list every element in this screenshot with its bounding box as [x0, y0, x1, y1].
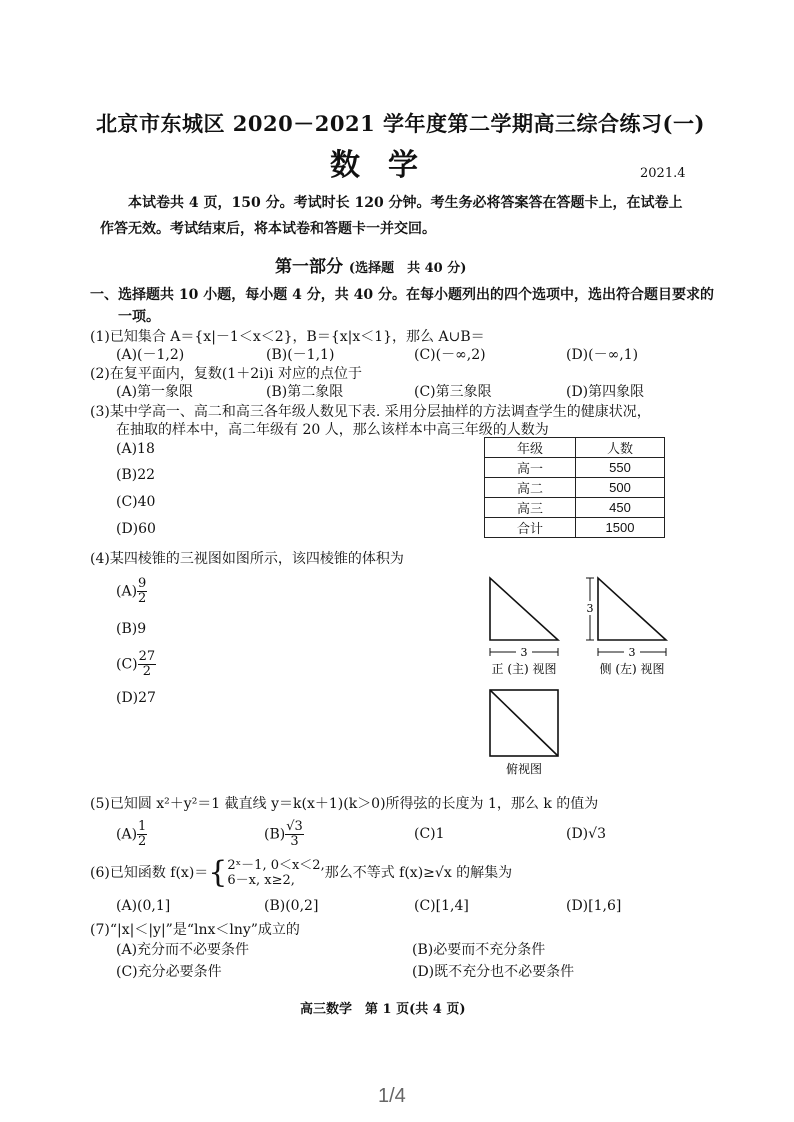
side-width-label: 3 [628, 646, 636, 659]
q6-stem [90, 855, 513, 890]
q4-option-a-label: (A) [116, 583, 138, 600]
top-view-caption: 俯视图 [505, 762, 543, 776]
q4-option-a-fraction [137, 577, 147, 606]
q5-option-b [264, 820, 304, 849]
q6-case-2: 6－x, x≥2, [227, 873, 295, 888]
q5-option-d: (D)√3 [566, 826, 606, 842]
q6-cases [227, 858, 324, 888]
top-view-diagonal [490, 690, 558, 756]
q6-stem-post: 那么不等式 f(x)≥√x 的解集为 [324, 865, 513, 881]
q1-option-b: (B)(－1,1) [266, 347, 335, 363]
side-view-triangle [598, 578, 666, 640]
q2-option-c: (C)第三象限 [414, 384, 492, 400]
page-footer: 高三数学 第 1 页(共 4 页) [300, 1002, 466, 1017]
q4-option-b: (B)9 [116, 621, 147, 637]
q4-option-c-label: (C) [116, 656, 138, 673]
exam-date: 2021.4 [640, 166, 686, 181]
q7-stem: (7)“|x|＜|y|”是“lnx＜lny”成立的 [90, 922, 300, 938]
table-cell: 1500 [576, 518, 665, 538]
fraction-numerator: 1 [138, 819, 147, 834]
q6-option-a: (A)(0,1] [116, 898, 171, 914]
q3-stem-line2: 在抽取的样本中，高二年级有 20 人，那么该样本中高三年级的人数为 [116, 422, 549, 438]
q1-option-a: (A)(－1,2) [116, 347, 185, 363]
table-cell: 550 [576, 458, 665, 478]
q3-stem-line1: (3)某中学高一、高二和高三各年级人数见下表. 采用分层抽样的方法调查学生的健康状况， [90, 404, 651, 420]
table-cell: 高一 [485, 458, 576, 478]
front-view-caption: 正 (主) 视图 [491, 662, 557, 676]
front-view-triangle [490, 578, 558, 640]
three-views-figure [480, 570, 680, 780]
q7-option-d: (D)既不充分也不必要条件 [412, 964, 575, 980]
q7-option-b: (B)必要而不充分条件 [412, 942, 546, 958]
q2-option-b: (B)第二象限 [266, 384, 344, 400]
q6-option-c: (C)[1,4] [414, 898, 469, 914]
page-indicator: 1/4 [378, 1085, 406, 1107]
q6-option-d: (D)[1,6] [566, 898, 622, 914]
q3-option-b: (B)22 [116, 467, 156, 483]
q7-option-c: (C)充分必要条件 [116, 964, 222, 980]
subject-title: 数学 [330, 148, 446, 183]
table-row [485, 518, 665, 538]
q2-option-d: (D)第四象限 [566, 384, 645, 400]
q5-stem: (5)已知圆 x²＋y²＝1 截直线 y＝k(x＋1)(k＞0)所得弦的长度为 1，那么 k 的值为 [90, 796, 599, 812]
q6-brace: { [208, 855, 228, 890]
table-header-row [485, 438, 665, 458]
table-cell: 500 [576, 478, 665, 498]
q1-stem: (1)已知集合 A＝{x|－1＜x＜2}，B＝{x|x＜1}，那么 A∪B＝ [90, 329, 485, 345]
fraction-denominator: 2 [142, 664, 152, 679]
q3-option-a: (A)18 [116, 441, 155, 457]
fraction-numerator: √3 [286, 819, 303, 834]
table-header-cell: 年级 [485, 438, 576, 458]
q6-stem-pre: (6)已知函数 f(x)＝ [90, 865, 209, 881]
fraction-denominator: 2 [138, 591, 147, 606]
q6-case-1: 2ˣ－1, 0＜x＜2, [227, 858, 325, 873]
q5-option-a-fraction [137, 820, 147, 849]
q4-option-c-fraction [138, 650, 157, 679]
front-dimension-label: 3 [520, 646, 528, 659]
fraction-numerator: 9 [138, 576, 147, 591]
side-view-caption: 侧 (左) 视图 [599, 662, 665, 676]
part-title-text: 第一部分 [275, 257, 343, 277]
side-height-label: 3 [586, 602, 594, 615]
q5-option-b-fraction [285, 820, 304, 849]
top-view [490, 690, 558, 776]
q7-option-a: (A)充分而不必要条件 [116, 942, 250, 958]
q4-option-a [116, 577, 147, 606]
q5-option-a-label: (A) [116, 826, 138, 843]
q3-option-c: (C)40 [116, 494, 156, 510]
part-note: (选择题 共 40 分) [348, 261, 467, 276]
table-cell: 高三 [485, 498, 576, 518]
q1-option-d: (D)(－∞,1) [566, 347, 639, 363]
q6-option-b: (B)(0,2] [264, 898, 319, 914]
table-row [485, 498, 665, 518]
fraction-numerator: 27 [138, 649, 156, 664]
q5-option-a [116, 820, 147, 849]
fraction-denominator: 3 [290, 834, 299, 849]
q2-option-a: (A)第一象限 [116, 384, 194, 400]
part-title [275, 252, 466, 277]
table-row [485, 478, 665, 498]
table-cell: 合计 [485, 518, 576, 538]
exam-intro: 本试卷共 4 页，150 分。考试时长 120 分钟。考生务必将答案答在答题卡上，在试卷上作答无效。考试结束后，将本试卷和答题卡一并交回。 [100, 195, 683, 237]
table-header-cell: 人数 [576, 438, 665, 458]
q4-option-d: (D)27 [116, 690, 156, 706]
fraction-denominator: 2 [138, 834, 147, 849]
table-cell: 高二 [485, 478, 576, 498]
q5-option-b-label: (B) [264, 826, 286, 843]
side-view [584, 578, 666, 676]
table-cell: 450 [576, 498, 665, 518]
q5-option-c: (C)1 [414, 826, 445, 842]
q4-stem: (4)某四棱锥的三视图如图所示，该四棱锥的体积为 [90, 551, 404, 567]
q4-option-c [116, 650, 156, 679]
q3-option-d: (D)60 [116, 521, 156, 537]
grade-count-table [484, 437, 665, 538]
exam-title: 北京市东城区 2020－2021 学年度第二学期高三综合练习(一) [96, 111, 705, 136]
q2-stem: (2)在复平面内，复数(1＋2i)i 对应的点位于 [90, 366, 362, 382]
section-instructions: 一、选择题共 10 小题，每小题 4 分，共 40 分。在每小题列出的四个选项中，选出符合题目要求的一项。 [90, 287, 714, 325]
q1-option-c: (C)(－∞,2) [414, 347, 486, 363]
front-view [490, 578, 558, 676]
table-row [485, 458, 665, 478]
